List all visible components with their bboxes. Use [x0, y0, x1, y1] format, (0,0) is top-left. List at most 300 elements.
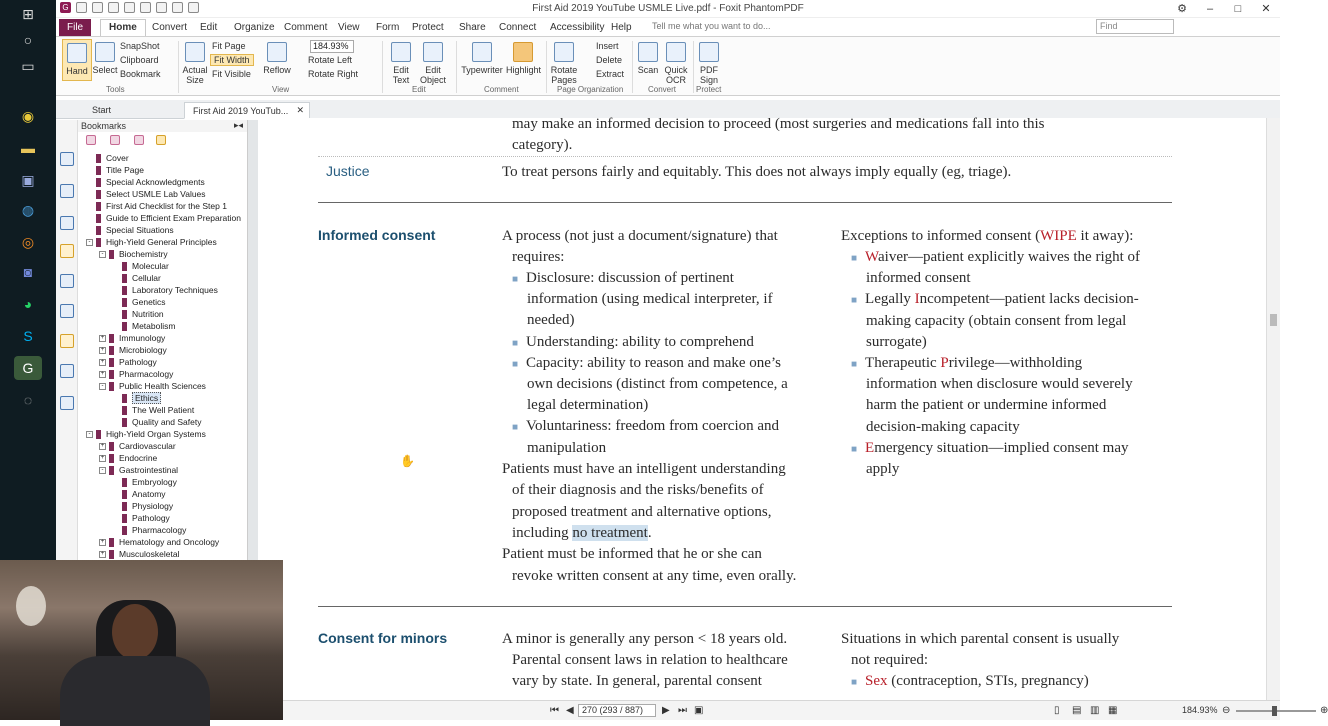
section-divider — [318, 202, 1172, 203]
bullet-icon: ■ — [851, 677, 858, 688]
cover-icon[interactable]: ▦ — [1108, 705, 1118, 716]
search-icon[interactable]: ○ — [23, 32, 33, 48]
page-number-input[interactable]: 270 (293 / 887) — [578, 704, 656, 717]
bookmark-item[interactable] — [86, 236, 217, 248]
chrome-icon[interactable]: ◉ — [21, 107, 35, 124]
bookmark-icon — [122, 478, 127, 487]
group-page-organization-label: Page Organization — [557, 85, 624, 94]
bookmark-icon — [96, 430, 101, 439]
lock-icon[interactable] — [60, 334, 74, 348]
extract-button[interactable]: Extract — [596, 69, 625, 79]
exception-line: ■ Legally Incompetent—patient lacks decision- — [851, 291, 1139, 308]
group-comment-label: Comment — [484, 85, 519, 94]
bookmark-icon — [122, 490, 127, 499]
insert-button[interactable]: Insert — [596, 41, 619, 51]
requirement-line: legal determination) — [527, 397, 649, 414]
doc-text-line: Parental consent laws in relation to healthcare — [512, 652, 788, 668]
doc-text-line: A process (not just a document/signature) that — [502, 228, 778, 244]
panel-controls-icon[interactable]: ▸◂ — [233, 120, 243, 130]
cursor-icon — [95, 42, 115, 62]
zoom-slider[interactable] — [1236, 710, 1316, 712]
doc-text-line: may make an informed decision to proceed (most surgeries and medications fall into this — [512, 116, 1045, 132]
bookmark-label: Pharmacology — [119, 369, 174, 379]
bookmark-icon — [109, 550, 114, 559]
bookmark-item[interactable] — [99, 332, 165, 344]
page-icon — [185, 42, 205, 62]
justice-text: To treat persons fairly and equitably. This does not always imply equally (eg, triage). — [502, 164, 1012, 180]
reflow-icon — [267, 42, 287, 62]
doc-text-line: A minor is generally any person < 18 years old. — [502, 631, 788, 647]
bookmark-icon — [96, 178, 101, 187]
bookmark-item[interactable] — [112, 392, 161, 404]
ribbon-separator — [382, 41, 383, 93]
doc-text-line: category). — [512, 137, 573, 153]
facing-icon[interactable]: ▥ — [1090, 705, 1100, 716]
bookmark-item[interactable] — [86, 164, 144, 176]
single-page-icon[interactable]: ▯ — [1054, 705, 1060, 716]
bookmark-label: Molecular — [132, 261, 169, 271]
presenter-body — [60, 656, 210, 726]
group-view-label: View — [272, 85, 290, 94]
snapshot-button[interactable]: SnapShot — [120, 41, 160, 51]
edit-text-button[interactable]: Edit Text — [388, 42, 414, 85]
tab-protect[interactable]: Protect — [412, 22, 444, 33]
bookmark-label: Nutrition — [132, 309, 164, 319]
bookmark-icon — [109, 346, 114, 355]
zoom-in-icon[interactable]: ⊕ — [1320, 705, 1328, 716]
tab-convert[interactable]: Convert — [152, 22, 188, 33]
select-tool-button[interactable]: Select — [90, 42, 120, 75]
app-icon[interactable]: ▣ — [21, 171, 35, 188]
bookmark-item[interactable] — [112, 260, 169, 272]
view-mode-icon[interactable]: ▣ — [694, 705, 704, 716]
bullet-icon: ■ — [851, 443, 858, 455]
bookmark-label: Microbiology — [119, 345, 167, 355]
expand-icon[interactable]: + — [100, 371, 105, 378]
foxit-taskbar-icon[interactable]: G — [14, 356, 42, 380]
collapse-icon[interactable]: - — [99, 251, 106, 258]
vertical-scrollbar[interactable] — [1266, 118, 1280, 700]
tab-share[interactable]: Share — [459, 22, 486, 33]
bullet-icon: ■ — [512, 337, 519, 349]
bookmarks-header — [78, 120, 247, 132]
windows-start-icon[interactable]: ⊞ — [22, 5, 34, 22]
ribbon-separator — [693, 41, 694, 93]
bookmark-item[interactable] — [112, 416, 201, 428]
bullet-icon: ■ — [851, 359, 858, 370]
expand-icon[interactable]: + — [100, 335, 105, 342]
typewriter-button[interactable]: Typewriter — [460, 42, 504, 75]
bookmark-item[interactable] — [112, 320, 175, 332]
bookmark-item[interactable] — [86, 188, 206, 200]
bookmark-label: Public Health Sciences — [119, 381, 206, 391]
requirement-line: ■ Understanding: ability to comprehend — [512, 333, 754, 350]
group-convert-label: Convert — [648, 85, 677, 94]
next-page-icon[interactable]: ▶ — [662, 705, 670, 716]
requirement-line: own decisions (distinct from competence, a — [527, 376, 788, 392]
bookmark-label: Hematology and Oncology — [119, 537, 220, 547]
last-page-icon[interactable]: ⏭ — [678, 705, 687, 716]
typewriter-icon — [472, 42, 492, 62]
bookmark-label: Metabolism — [132, 321, 176, 331]
minimize-icon[interactable]: – — [1206, 3, 1214, 15]
tab-form[interactable]: Form — [376, 22, 400, 33]
highlighted-text[interactable]: no treatment — [572, 524, 648, 541]
ocr-icon — [666, 42, 686, 62]
bookmark-label: Laboratory Techniques — [132, 285, 218, 295]
bookmark-item[interactable] — [86, 176, 205, 188]
skype-icon[interactable]: S — [23, 328, 33, 344]
bookmark-label: Pathology — [132, 513, 170, 523]
bookmark-label: First Aid Checklist for the Step 1 — [106, 201, 227, 211]
highlight-icon — [513, 42, 533, 62]
bookmark-icon — [122, 262, 127, 271]
bookmark-icon — [96, 202, 101, 211]
tools-icon[interactable] — [60, 396, 74, 410]
highlight-button[interactable]: Highlight — [506, 42, 540, 75]
bookmark-icon — [109, 334, 114, 343]
bookmark-label: Ethics — [132, 392, 161, 404]
bookmark-icon — [109, 370, 114, 379]
new-bookmark-icon[interactable] — [156, 135, 166, 145]
delete-bookmark-icon[interactable] — [86, 135, 96, 145]
bookmark-icon — [109, 466, 114, 475]
bookmark-label: Biochemistry — [119, 249, 168, 259]
tab-document[interactable]: First Aid 2019 YouTub... ✕ — [184, 102, 310, 119]
bookmark-label: Endocrine — [119, 453, 158, 463]
ribbon-options-icon[interactable]: ⚙ — [1177, 3, 1187, 15]
bookmark-item[interactable] — [99, 548, 179, 560]
fields-icon[interactable] — [60, 364, 74, 378]
bookmark-icon — [109, 382, 114, 391]
bookmark-icon — [122, 286, 127, 295]
doc-text-line: requires: — [512, 249, 565, 265]
scan-icon — [638, 42, 658, 62]
fit-page-button[interactable]: Fit Page — [212, 41, 246, 51]
rotate-left-button[interactable]: Rotate Left — [308, 55, 353, 65]
consent-minors-heading: Consent for minors — [318, 630, 448, 646]
expand-icon[interactable]: + — [100, 539, 105, 546]
pen-icon — [699, 42, 719, 62]
bookmark-icon — [96, 190, 101, 199]
doc-text-line: Situations in which parental consent is usually — [841, 631, 1120, 647]
window-title: First Aid 2019 YouTube USMLE Live.pdf - Foxit PhantomPDF — [532, 3, 804, 14]
discord-icon[interactable]: ◙ — [23, 264, 33, 280]
bookmark-label: Gastrointestinal — [119, 465, 179, 475]
bookmark-item[interactable] — [86, 224, 174, 236]
requirement-line: ■ Disclosure: discussion of pertinent — [512, 270, 734, 286]
bookmark-icon — [122, 418, 127, 427]
whatsapp-icon[interactable]: ◕ — [23, 296, 33, 312]
actual-size-button[interactable]: Actual Size — [182, 42, 208, 85]
reflow-button[interactable]: Reflow — [263, 42, 291, 75]
bookmark-item[interactable] — [99, 380, 206, 392]
doc-text-line: not required: — [851, 652, 929, 668]
bookmark-icon — [122, 514, 127, 523]
zoom-out-icon[interactable]: ⊖ — [1222, 705, 1231, 716]
bookmark-label: Title Page — [106, 165, 144, 175]
maximize-icon[interactable]: □ — [1234, 3, 1242, 15]
pages-icon[interactable] — [60, 152, 74, 166]
bookmark-icon — [122, 322, 127, 331]
collapse-icon[interactable]: - — [99, 467, 106, 474]
first-page-icon[interactable]: ⏮ — [550, 705, 559, 716]
bookmark-label: Select USMLE Lab Values — [106, 189, 206, 199]
bookmark-icon — [96, 154, 101, 163]
bookmark-item[interactable] — [99, 344, 167, 356]
bookmark-icon — [122, 502, 127, 511]
attachments-icon[interactable] — [60, 274, 74, 288]
task-view-icon[interactable]: ▭ — [21, 57, 35, 74]
bookmark-item[interactable] — [99, 356, 157, 368]
group-edit-label: Edit — [412, 85, 426, 94]
exception-line: information when disclosure would severely — [866, 376, 1133, 393]
exception-line: ■ Emergency situation—implied consent may — [851, 439, 1129, 456]
bullet-icon: ■ — [512, 274, 519, 285]
exception-line: ■ Waiver—patient explicitly waives the right of — [851, 249, 1141, 265]
tab-start[interactable]: Start — [92, 105, 112, 115]
exception-line: making capacity (obtain consent from legal — [866, 312, 1127, 329]
bookmark-item[interactable] — [112, 476, 177, 488]
bookmark-item[interactable] — [99, 536, 219, 548]
bookmark-icon — [109, 538, 114, 547]
bookmark-icon — [96, 214, 101, 223]
bookmark-toolbar — [78, 132, 247, 148]
informed-consent-heading: Informed consent — [318, 227, 436, 243]
bookmark-label: Cardiovascular — [119, 441, 176, 451]
bookmark-item[interactable] — [112, 272, 161, 284]
tab-comment[interactable]: Comment — [284, 22, 328, 33]
bookmark-icon — [122, 406, 127, 415]
bookmark-item[interactable] — [99, 248, 168, 260]
ribbon-separator — [632, 41, 633, 93]
bookmark-icon — [122, 298, 127, 307]
expand-icon[interactable]: + — [100, 359, 105, 366]
doc-text-line: of their diagnosis and the risks/benefits of — [512, 482, 764, 499]
justice-heading: Justice — [326, 163, 370, 179]
tab-edit[interactable]: Edit — [200, 22, 218, 33]
group-protect-label: Protect — [696, 85, 722, 94]
bookmark-item[interactable] — [99, 368, 173, 380]
ribbon-separator — [546, 41, 547, 93]
layers-icon[interactable] — [60, 216, 74, 230]
bullet-icon: ■ — [851, 295, 858, 307]
zoom-slider-knob[interactable] — [1272, 706, 1277, 716]
obs-icon[interactable]: ◌ — [23, 392, 33, 408]
requirement-line: needed) — [527, 312, 575, 329]
tab-organize[interactable]: Organize — [234, 22, 275, 33]
exception-line: harm the patient or undermine informed — [866, 397, 1107, 414]
bookmark-icon — [122, 394, 127, 403]
pdf-sign-button[interactable]: PDF Sign — [696, 42, 722, 85]
bookmark-label: Cellular — [132, 273, 161, 283]
bookmark-item[interactable] — [86, 428, 206, 440]
find-input[interactable]: Find — [1096, 19, 1174, 34]
close-icon[interactable]: ✕ — [1261, 3, 1271, 15]
tab-help[interactable]: Help — [611, 22, 632, 33]
exceptions-heading: Exceptions to informed consent (WIPE it away): — [841, 228, 1134, 244]
bookmark-icon — [96, 166, 101, 175]
collapse-icon[interactable]: - — [86, 239, 93, 246]
bookmark-label: Special Acknowledgments — [106, 177, 205, 187]
bookmark-item[interactable] — [112, 284, 218, 296]
bookmark-icon — [109, 358, 114, 367]
row-divider — [318, 156, 1172, 157]
zoom-level: 184.93% — [1182, 705, 1218, 715]
comments-icon[interactable] — [60, 244, 74, 258]
requirement-line: ■ Capacity: ability to reason and make one’s — [512, 354, 781, 371]
bookmark-label: Pathology — [119, 357, 157, 367]
bookmark-label: Physiology — [132, 501, 174, 511]
bookmark-item[interactable] — [86, 200, 227, 212]
security-icon[interactable] — [60, 304, 74, 318]
quick-ocr-button[interactable]: Quick OCR — [662, 42, 690, 85]
bookmark-icon — [96, 226, 101, 235]
bookmark-item[interactable] — [112, 500, 173, 512]
tab-view[interactable]: View — [338, 22, 360, 33]
ribbon-separator — [178, 41, 179, 93]
exception-line: ■ Therapeutic Privilege—withholding — [851, 355, 1083, 371]
requirement-line: manipulation — [527, 439, 607, 456]
group-tools-label: Tools — [106, 85, 125, 94]
expand-bookmark-icon[interactable] — [110, 135, 120, 145]
doc-text-line: revoke written consent at any time, even orally. — [512, 567, 797, 584]
situation-item: ■ Sex (contraception, STIs, pregnancy) — [851, 673, 1089, 689]
bookmark-item[interactable] — [86, 152, 129, 164]
exception-line: informed consent — [866, 270, 971, 287]
bookmark-label: Pharmacology — [132, 525, 187, 535]
section-divider — [318, 606, 1172, 607]
exception-line: surrogate) — [866, 333, 927, 350]
doc-text-line: vary by state. In general, parental consent — [512, 673, 762, 689]
bullet-icon: ■ — [512, 422, 519, 434]
bookmark-icon — [109, 454, 114, 463]
scroll-thumb[interactable] — [1270, 314, 1277, 326]
bookmark-icon — [96, 238, 101, 247]
bookmark-item[interactable] — [112, 512, 170, 524]
presenter-head — [112, 604, 158, 660]
requirement-line: ■ Voluntariness: freedom from coercion and — [512, 418, 780, 435]
close-tab-icon[interactable]: ✕ — [296, 105, 304, 115]
exception-line: apply — [866, 461, 900, 477]
bookmark-label: The Well Patient — [132, 405, 195, 415]
firefox-icon[interactable]: ◎ — [21, 233, 35, 250]
bookmark-item[interactable] — [112, 488, 166, 500]
bookmark-icon — [122, 274, 127, 283]
doc-text-line: Patients must have an intelligent understanding — [502, 461, 786, 477]
bookmark-label: Anatomy — [132, 489, 166, 499]
expand-icon[interactable]: + — [100, 347, 105, 354]
bookmark-options-icon[interactable] — [134, 135, 144, 145]
hand-icon — [67, 43, 87, 63]
tab-file[interactable]: File — [59, 19, 91, 36]
bookmark-label: Special Situations — [106, 225, 174, 235]
scan-button[interactable]: Scan — [636, 42, 660, 75]
expand-icon[interactable]: + — [100, 551, 105, 558]
bookmark-button[interactable]: Bookmark — [120, 69, 161, 79]
period: . — [647, 524, 652, 541]
bookmark-icon — [109, 250, 114, 259]
bookmark-icon — [122, 526, 127, 535]
rotate-right-button[interactable]: Rotate Right — [308, 69, 359, 79]
bookmark-item[interactable] — [99, 440, 176, 452]
bookmark-label: Guide to Efficient Exam Preparation — [106, 213, 241, 223]
bullet-icon: ■ — [851, 253, 858, 264]
file-explorer-icon[interactable]: ▬ — [21, 140, 35, 156]
bookmark-label: High-Yield General Principles — [106, 237, 217, 247]
expand-icon[interactable]: + — [100, 443, 105, 450]
title-bar — [56, 0, 1280, 18]
bookmark-item[interactable] — [99, 452, 157, 464]
bookmark-label: Cover — [106, 153, 129, 163]
ribbon-separator — [456, 41, 457, 93]
bookmark-label: Quality and Safety — [132, 417, 202, 427]
delete-button[interactable]: Delete — [596, 55, 623, 65]
tell-me-search[interactable]: Tell me what you want to do... — [652, 21, 771, 31]
collapse-icon[interactable]: - — [86, 431, 93, 438]
bookmark-label: Musculoskeletal — [119, 549, 180, 559]
bookmark-label: Immunology — [119, 333, 166, 343]
bullet-icon: ■ — [512, 358, 519, 370]
requirement-line: information (using medical interpreter, if — [527, 291, 773, 308]
fit-visible-button[interactable]: Fit Visible — [212, 69, 251, 79]
bookmarks-title: Bookmarks — [81, 121, 127, 131]
bookmark-label: Genetics — [132, 297, 166, 307]
edit-object-button[interactable]: Edit Object — [416, 42, 450, 85]
bookmark-item[interactable] — [112, 308, 164, 320]
ribbon-home — [56, 36, 1280, 96]
bookmark-item[interactable] — [112, 404, 194, 416]
tab-home[interactable]: Home — [100, 19, 146, 36]
doc-text-line: Patient must be informed that he or she can — [502, 546, 762, 563]
clipboard-button[interactable]: Clipboard — [120, 55, 159, 65]
tab-accessibility[interactable]: Accessibility — [550, 22, 605, 33]
bookmark-item[interactable] — [99, 464, 178, 476]
ribbon-tab-bar — [56, 18, 1280, 36]
collapse-icon[interactable]: - — [99, 383, 106, 390]
doc-text-line: including no treatment. — [512, 524, 652, 541]
edit-text-icon — [391, 42, 411, 62]
tab-connect[interactable]: Connect — [499, 22, 537, 33]
expand-icon[interactable]: + — [100, 455, 105, 462]
bookmark-item[interactable] — [112, 296, 166, 308]
bookmark-icon — [109, 442, 114, 451]
bookmark-item[interactable] — [86, 212, 241, 224]
previous-page-icon[interactable]: ◀ — [566, 705, 574, 716]
exception-line: decision-making capacity — [866, 418, 1020, 435]
webcam-overlay — [0, 560, 283, 720]
bookmarks-icon[interactable] — [60, 184, 74, 198]
bookmark-icon — [122, 310, 127, 319]
bookmarks-panel — [78, 120, 248, 560]
foxit-logo-icon: G — [60, 2, 71, 13]
continuous-icon[interactable]: ▤ — [1072, 705, 1082, 716]
zoom-select[interactable]: 184.93% — [310, 40, 354, 53]
doc-text-line: proposed treatment and alternative options, — [512, 503, 772, 520]
rotate-pages-button[interactable]: Rotate Pages — [548, 42, 580, 85]
background-lamp — [16, 586, 46, 626]
document-page — [258, 118, 1266, 700]
window-controls — [1168, 0, 1280, 18]
fit-width-button[interactable]: Fit Width — [210, 54, 254, 66]
hand-tool-button[interactable]: Hand — [62, 39, 92, 81]
bookmark-item[interactable] — [112, 524, 186, 536]
browser-icon[interactable]: ◍ — [21, 201, 35, 218]
navigation-pane-strip — [56, 120, 78, 560]
hand-cursor-icon: ✋ — [400, 454, 415, 468]
rotate-pages-icon — [554, 42, 574, 62]
status-bar — [258, 700, 1328, 720]
